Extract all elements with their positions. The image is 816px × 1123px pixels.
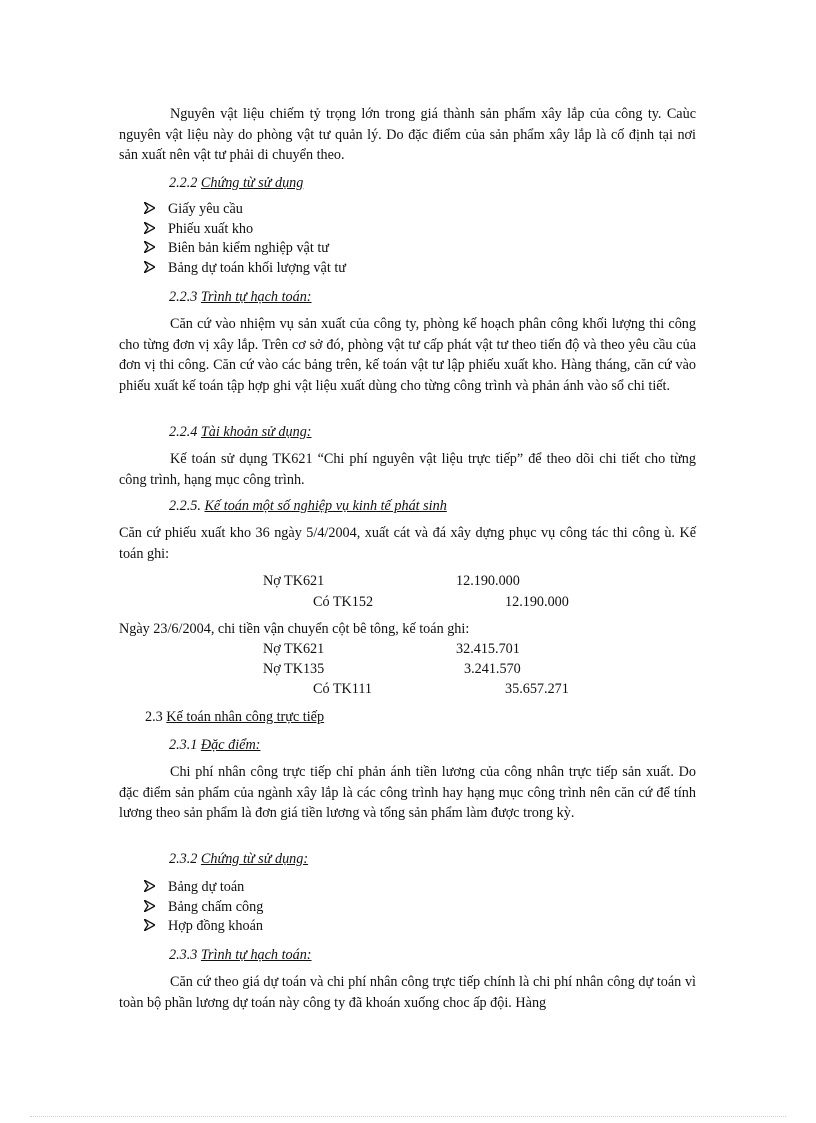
arrow-bullet-icon: [144, 900, 155, 912]
entry-account: Nợ TK621: [263, 573, 325, 589]
paragraph-2-3-3: Căn cứ theo giá dự toán và chi phí nhân công trực tiếp chính là chi phí nhân công dự toán vì toàn bộ phần lương dự toán này công ty đã khoán xuống choc ấp đội. Hàng: [119, 974, 696, 1011]
paragraph-2-2-5-b: Ngày 23/6/2004, chi tiền vận chuyển cột bê tông, kế toán ghi:: [119, 621, 470, 637]
list-item-label: Hợp đồng khoán: [168, 918, 263, 934]
paragraph-2-2-4: Kế toán sử dụng TK621 “Chi phí nguyên vật liệu trực tiếp” để theo dõi chi tiết cho từng công trình, hạng mục công trình.: [119, 451, 696, 488]
heading-title: Đặc điểm:: [200, 737, 261, 753]
heading-title: Kế toán một số nghiệp vụ kinh tế phát sinh: [204, 498, 447, 514]
documents-list-labor: [144, 877, 263, 936]
list-item: [144, 219, 346, 239]
arrow-bullet-icon: [144, 222, 155, 234]
list-item-label: Biên bản kiểm nghiệp vật tư: [168, 240, 329, 256]
list-item-label: Bảng dự toán khối lượng vật tư: [168, 259, 346, 276]
heading-title: Trình tự hạch toán:: [200, 289, 312, 305]
list-item: [144, 238, 346, 258]
entry-account: Có TK152: [313, 594, 374, 610]
heading-title: Chứng từ sử dụng:: [200, 851, 309, 867]
heading-title: Kế toán nhân công trực tiếp: [166, 709, 325, 725]
entry-account: Nợ TK621: [263, 641, 325, 657]
list-item: [144, 897, 263, 917]
list-item-label: Bảng chấm công: [168, 898, 264, 915]
heading-title: Trình tự hạch toán:: [200, 947, 312, 963]
arrow-bullet-icon: [144, 261, 155, 273]
entry-amount: 32.415.701: [456, 641, 520, 657]
arrow-bullet-icon: [144, 241, 155, 253]
heading-number: 2.2.4: [169, 424, 198, 440]
list-item-label: Bảng dự toán: [168, 879, 245, 895]
documents-list-materials: [144, 199, 346, 277]
heading-title: Chứng từ sử dụng: [200, 175, 304, 191]
heading-number: 2.3.3: [169, 947, 198, 963]
heading-number: 2.3.2: [169, 851, 198, 867]
heading-2-3-3: [169, 945, 312, 966]
heading-2-2-5: [169, 496, 447, 517]
entry-amount: 3.241.570: [464, 661, 521, 677]
paragraph-2-2-5-a: Căn cứ phiếu xuất kho 36 ngày 5/4/2004, xuất cát và đá xây dựng phục vụ công tác thi công ù. Kế toán ghi:: [119, 525, 696, 562]
arrow-bullet-icon: [144, 880, 155, 892]
heading-number: 2.2.5.: [169, 498, 201, 514]
paragraph-2-2-3: Căn cứ vào nhiệm vụ sản xuất của công ty, phòng kế hoạch phân công khối lượng thi công cho từng đơn vị xây lắp. Trên cơ sở đó, phòng vật tư cấp phát vật tư theo tiến độ và theo yêu cầu của đơn vị thi công. Căn cứ vào các bảng trên, kế toán vật tư lập phiếu xuất kho. Hàng tháng, căn cứ vào phiếu xuất kế toán tập hợp ghi vật liệu xuất dùng cho từng công trình và phản ánh vào sổ chi tiết.: [119, 316, 696, 394]
heading-2-2-2: [169, 173, 303, 194]
entry-account: Có TK111: [313, 681, 372, 697]
list-item-label: Phiếu xuất kho: [168, 220, 254, 237]
heading-number: 2.3: [145, 709, 163, 725]
paragraph-2-3-1: Chi phí nhân công trực tiếp chỉ phản ánh tiền lương của công nhân trực tiếp sản xuất. Do đặc điểm sản phẩm của ngành xây lắp là các công trình hay hạng mục công trình nên căn cứ để tính lương theo sản phẩm là đơn giá tiền lương và tổng sản phẩm làm được trong kỳ.: [119, 764, 696, 821]
heading-2-3-1: [169, 735, 260, 756]
entry-amount: 12.190.000: [505, 594, 569, 610]
heading-title: Tài khoản sử dụng:: [200, 424, 312, 440]
entry-amount: 35.657.271: [505, 681, 569, 697]
heading-2-2-3: [169, 287, 312, 308]
list-item-label: Giấy yêu cầu: [168, 201, 243, 217]
heading-2-3-2: [169, 849, 308, 870]
entry-amount: 12.190.000: [456, 573, 520, 589]
heading-number: 2.2.2: [169, 175, 198, 191]
heading-2-3: [145, 707, 324, 728]
heading-number: 2.3.1: [169, 737, 198, 753]
intro-paragraph: Nguyên vật liệu chiếm tỷ trọng lớn trong giá thành sản phẩm xây lắp của công ty. Caùc nguyên vật liệu này do phòng vật tư quản lý. Do đặc điểm của sản phẩm xây lắp là cố định tại nơi sản xuất nên vật tư phải di chuyển theo.: [119, 106, 696, 163]
entry-account: Nợ TK135: [263, 661, 325, 677]
list-item: [144, 916, 263, 936]
list-item: [144, 199, 346, 219]
list-item: [144, 258, 346, 278]
arrow-bullet-icon: [144, 919, 155, 931]
list-item: [144, 877, 263, 897]
page-bottom-divider: [30, 1116, 786, 1117]
heading-2-2-4: [169, 422, 312, 443]
arrow-bullet-icon: [144, 202, 155, 214]
heading-number: 2.2.3: [169, 289, 198, 305]
